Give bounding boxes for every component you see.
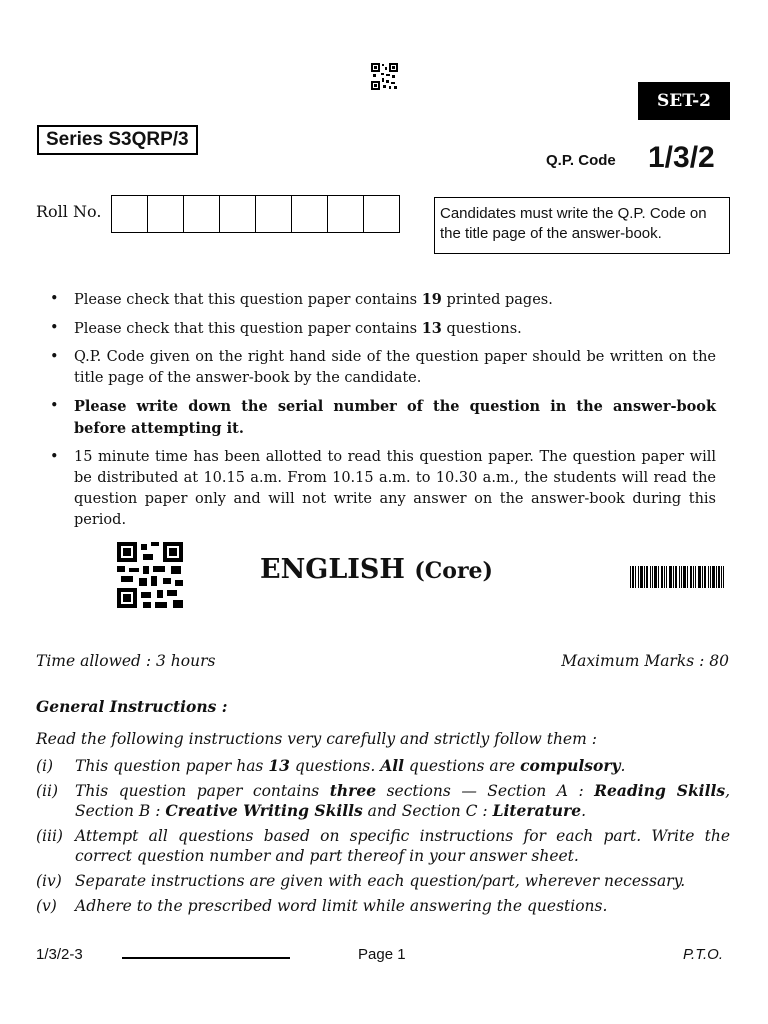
instruction-item bbox=[36, 781, 730, 821]
qr-code-small-icon bbox=[371, 63, 398, 90]
instruction-text: This question paper contains three sections — Section A : Reading Skills, Section B : Creative Writing Skills and Section C : Literature. bbox=[75, 781, 731, 820]
general-instructions-intro: Read the following instructions very carefully and strictly follow them : bbox=[36, 730, 597, 748]
instruction-item bbox=[36, 826, 730, 866]
roll-number-box bbox=[112, 196, 148, 232]
roll-number-box bbox=[184, 196, 220, 232]
roll-number-box bbox=[328, 196, 364, 232]
general-instructions-heading: General Instructions : bbox=[36, 697, 228, 716]
instruction-number: (ii) bbox=[36, 782, 59, 800]
qr-code-icon bbox=[117, 542, 183, 608]
qp-code-value: 1/3/2 bbox=[648, 141, 715, 174]
candidate-note: Candidates must write the Q.P. Code on the title page of the answer-book. bbox=[434, 197, 730, 254]
instruction-text: Separate instructions are given with each question/part, wherever necessary. bbox=[75, 872, 686, 890]
instruction-item bbox=[36, 871, 730, 891]
instruction-item bbox=[36, 756, 730, 776]
footer-pto: P.T.O. bbox=[682, 946, 723, 963]
footer-rule bbox=[122, 957, 290, 959]
instruction-text: Attempt all questions based on specific instructions for each part. Write the correct question number and part thereof in your answer sheet. bbox=[75, 827, 730, 865]
instruction-number: (iii) bbox=[36, 827, 63, 845]
set-badge: SET-2 bbox=[638, 82, 730, 120]
roll-number-box bbox=[364, 196, 399, 232]
instruction-text: This question paper has 13 questions. All questions are compulsory. bbox=[75, 756, 626, 775]
check-item-serial: • Please write down the serial number of the question in the answer-book before attempting it. bbox=[50, 396, 716, 440]
barcode-icon bbox=[630, 566, 724, 588]
check-list bbox=[50, 289, 716, 538]
check-item-qp-code: • Q.P. Code given on the right hand side of the question paper should be written on the title page of the answer-book by the candidate. bbox=[50, 347, 716, 389]
time-allowed: Time allowed : 3 hours bbox=[36, 652, 216, 670]
instruction-number: (v) bbox=[36, 897, 57, 915]
roll-number-label: Roll No. bbox=[36, 202, 102, 221]
instruction-item bbox=[36, 896, 730, 916]
footer-paper-code: 1/3/2-3 bbox=[36, 946, 83, 963]
instruction-number: (iv) bbox=[36, 872, 62, 890]
roll-number-boxes bbox=[111, 195, 400, 233]
roll-number-box bbox=[220, 196, 256, 232]
paper-title bbox=[260, 554, 493, 585]
footer-page-number: Page 1 bbox=[358, 946, 406, 963]
instruction-list bbox=[36, 756, 730, 921]
instruction-number: (i) bbox=[36, 757, 54, 775]
subject-level: (Core) bbox=[414, 558, 493, 584]
check-item-pages: • Please check that this question paper contains 19 printed pages. bbox=[50, 289, 716, 311]
check-item-questions: • Please check that this question paper contains 13 questions. bbox=[50, 318, 716, 340]
maximum-marks: Maximum Marks : 80 bbox=[561, 652, 729, 670]
roll-number-box bbox=[148, 196, 184, 232]
roll-number-box bbox=[256, 196, 292, 232]
instruction-text: Adhere to the prescribed word limit while answering the questions. bbox=[75, 897, 608, 915]
qp-code-label: Q.P. Code bbox=[546, 152, 616, 169]
subject-title: ENGLISH bbox=[260, 554, 405, 585]
series-label: Series S3QRP/3 bbox=[37, 125, 198, 155]
check-item-reading-time: • 15 minute time has been allotted to read this question paper. The question paper will be distributed at 10.15 a.m. From 10.15 a.m. to 10.30 a.m., the students will read the question paper only and will not write any answer on the answer-book during this period. bbox=[50, 447, 716, 531]
roll-number-box bbox=[292, 196, 328, 232]
